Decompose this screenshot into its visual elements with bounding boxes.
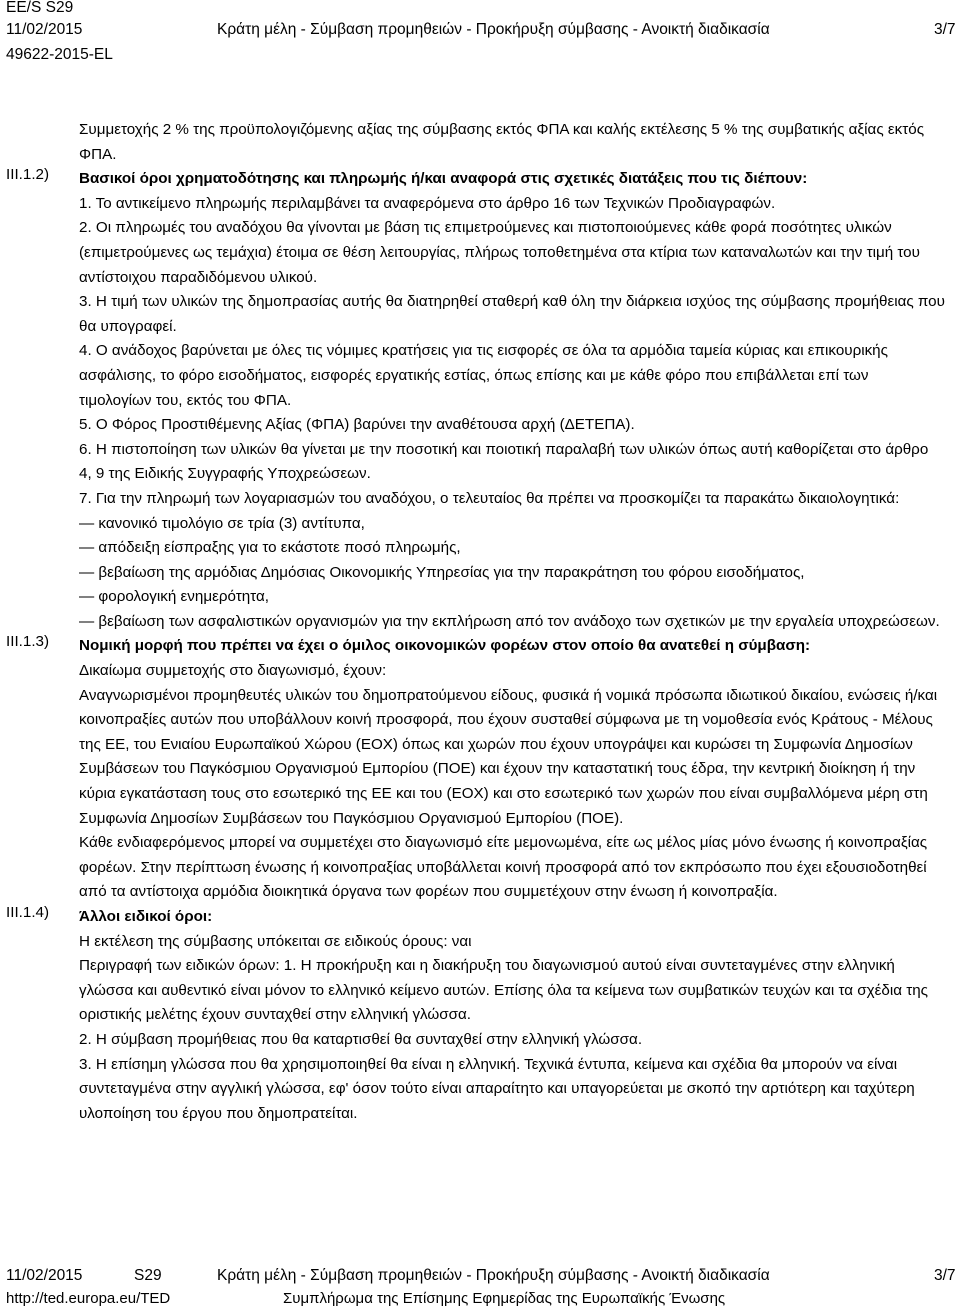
section-paragraph: Δικαίωμα συμμετοχής στο διαγωνισμό, έχουν:	[79, 662, 387, 680]
section-number: III.1.4)	[6, 904, 50, 921]
section-number: III.1.3)	[6, 633, 50, 651]
intro-block	[0, 118, 960, 167]
header-date: 11/02/2015	[6, 21, 83, 38]
list-item: — φορολογική ενημερότητα,	[79, 588, 269, 606]
section-paragraph: 2. Οι πληρωμές του αναδόχου θα γίνονται με βάση τις επιμετρούμενες και πιστοποιούμενες κάθε φορά ποσότητες υλικών (επιμετρούμενες ως τεμάχια) έτοιμα σε θέση λειτουργίας, πλήρως τοποθετημένα στα κτίρια των καταναλωτών και την τιμή του αντίστοιχου παραδιδόμενου υλικού.	[79, 219, 920, 286]
list-item: — κανονικό τιμολόγιο σε τρία (3) αντίτυπα,	[79, 514, 365, 532]
section-paragraph: 5. Ο Φόρος Προστιθέμενης Αξίας (ΦΠΑ) βαρύνει την αναθέτουσα αρχή (ΔΕΤΕΠΑ).	[79, 416, 635, 434]
footer-url-link[interactable]: http://ted.europa.eu/TED	[6, 1290, 171, 1307]
section-iii-1-4	[0, 905, 960, 1126]
section-paragraph: Η εκτέλεση της σύμβασης υπόκειται σε ειδικούς όρους: ναι	[79, 932, 472, 950]
document-body	[0, 118, 960, 1126]
section-paragraph: 3. Η τιμή των υλικών της δημοπρασίας αυτής θα διατηρηθεί σταθερή καθ όλη την διάρκεια ισχύος της σύμβασης προμήθειας που θα υπογραφεί.	[79, 293, 945, 335]
footer-page-number: 3/7	[934, 1267, 956, 1284]
intro-paragraph: Συμμετοχής 2 % της προϋπολογιζόμενης αξίας της σύμβασης εκτός ΦΠΑ και καλής εκτέλεσης 5 % της συμβατικής αξίας εκτός ΦΠΑ.	[79, 121, 925, 163]
section-heading: Βασικοί όροι χρηματοδότησης και πληρωμής ή/και αναφορά στις σχετικές διατάξεις που τις διέπουν:	[79, 170, 808, 188]
list-item: — βεβαίωση των ασφαλιστικών οργανισμών για την εκπλήρωση από τον ανάδοχο των σχετικών με την εργαλεία υποχρεώσεων.	[79, 612, 940, 630]
section-paragraph: 2. Η σύμβαση προμήθειας που θα καταρτισθεί θα συνταχθεί στην ελληνική γλώσσα.	[79, 1030, 643, 1048]
section-heading: Νομική μορφή που πρέπει να έχει ο όμιλος οικονομικών φορέων στον οποίο θα ανατεθεί η σύμβαση:	[79, 637, 811, 655]
page-footer	[0, 1262, 960, 1311]
section-iii-1-2	[0, 167, 960, 634]
section-paragraph: 7. Για την πληρωμή των λογαριασμών του αναδόχου, ο τελευταίος θα πρέπει να προσκομίζει τα παρακάτω δικαιολογητικά:	[79, 489, 900, 507]
section-paragraph: 3. Η επίσημη γλώσσα που θα χρησιμοποιηθεί θα είναι η ελληνική. Τεχνικά έντυπα, κείμενα και σχέδια θα μπορούν να είναι συντεταγμένα στην αγγλική γλώσσα, εφ' όσον τούτο είναι απαραίτητο και υπαγορεύεται με σκοπό την αρτιότερη και ταχύτερη υλοποίηση του έργου που δημοπρατείται.	[79, 1055, 915, 1122]
section-iii-1-3	[0, 634, 960, 905]
section-paragraph: Κάθε ενδιαφερόμενος μπορεί να συμμετέχει στο διαγωνισμό είτε μεμονωμένα, είτε ως μέλος μίας μόνο ένωσης ή κοινοπραξίας φορέων. Στην περίπτωση ένωσης ή κοινοπραξίας υποβάλλεται κοινή προσφορά από τον εκπρόσωπο που έχει εξουσιοδοτηθεί από τα αντίστοιχα αρμόδια διοικητικά όργανα των φορέων που συμμετέχουν στην ένωση ή κοινοπραξία.	[79, 834, 928, 901]
header-title: Κράτη μέλη - Σύμβαση προμηθειών - Προκήρυξη σύμβασης - Ανοικτή διαδικασία	[217, 21, 770, 38]
footer-series: S29	[134, 1267, 162, 1284]
section-heading: Άλλοι ειδικοί όροι:	[79, 908, 213, 925]
section-paragraph: 4. Ο ανάδοχος βαρύνεται με όλες τις νόμιμες κρατήσεις για τις εισφορές σε όλα τα αρμόδια ταμεία κύριας και επικουρικής ασφάλισης, το φόρο εισοδήματος, εισφορές εργατικής εστίας, όπως επίσης και με κάθε φόρο που επιβάλλεται επί των τιμολογίων του, εκτός του ΦΠΑ.	[79, 342, 888, 409]
section-paragraph: 1. Το αντικείμενο πληρωμής περιλαμβάνει τα αναφερόμενα στο άρθρο 16 των Τεχνικών Προδιαγραφών.	[79, 194, 776, 212]
footer-journal: Συμπλήρωμα της Επίσημης Εφημερίδας της Ευρωπαϊκής Ένωσης	[283, 1290, 726, 1307]
footer-date: 11/02/2015	[6, 1267, 83, 1284]
list-item: — απόδειξη είσπραξης για το εκάστοτε ποσό πληρωμής,	[79, 539, 461, 557]
footer-title: Κράτη μέλη - Σύμβαση προμηθειών - Προκήρυξη σύμβασης - Ανοικτή διαδικασία	[217, 1267, 770, 1284]
header-reference: 49622-2015-EL	[6, 46, 113, 63]
header-doc-code: EE/S S29	[6, 0, 74, 16]
section-paragraph: Περιγραφή των ειδικών όρων: 1. Η προκήρυξη και η διακήρυξη του διαγωνισμού αυτού είναι συντεταγμένες στην ελληνική γλώσσα και αυθεντικό είναι μόνον το ελληνικό κείμενο αυτών. Επίσης όλα τα κείμενα των συμβατικών τευχών και τα σχέδια της οριστικής μελέτης έχουν συνταχθεί στην ελληνική γλώσσα.	[79, 957, 928, 1024]
list-item: — βεβαίωση της αρμόδιας Δημόσιας Οικονομικής Υπηρεσίας για την παρακράτηση του φόρου εισοδήματος,	[79, 563, 805, 581]
section-paragraph: Αναγνωρισμένοι προμηθευτές υλικών του δημοπρατούμενου είδους, φυσικά ή νομικά πρόσωπα ιδιωτικού δικαίου, ενώσεις ή/και κοινοπραξίες αυτών που υποβάλλουν κοινή προσφορά, που έχουν συσταθεί σύμφωνα με τη νομοθεσία ενός Κράτους - Μέλους της ΕΕ, του Ενιαίου Ευρωπαϊκού Χώρου (ΕΟΧ) όπως και χωρών που έχουν υπογράψει και κυρώσει τη Συμφωνία Δημοσίων Συμβάσεων του Παγκόσμιου Οργανισμού Εμπορίου (ΠΟΕ) και έχουν την καταστατική τους έδρα, την κεντρική διοίκηση ή την κύρια εγκατάσταση τους στο εσωτερικό της ΕΕ και του (ΕΟΧ) και στο εσωτερικό των χωρών που είναι συμβαλλόμενα μέρη στη Συμφωνία Δημοσίων Συμβάσεων του Παγκόσμιου Οργανισμού Εμπορίου (ΠΟΕ).	[79, 686, 938, 827]
page-header	[0, 0, 960, 72]
section-number: III.1.2)	[6, 166, 50, 184]
header-page-number: 3/7	[934, 21, 956, 38]
section-paragraph: 6. Η πιστοποίηση των υλικών θα γίνεται με την ποσοτική και ποιοτική παραλαβή των υλικών όπως αυτή καθορίζεται στο άρθρο 4, 9 της Ειδικής Συγγραφής Υποχρεώσεων.	[79, 440, 929, 483]
